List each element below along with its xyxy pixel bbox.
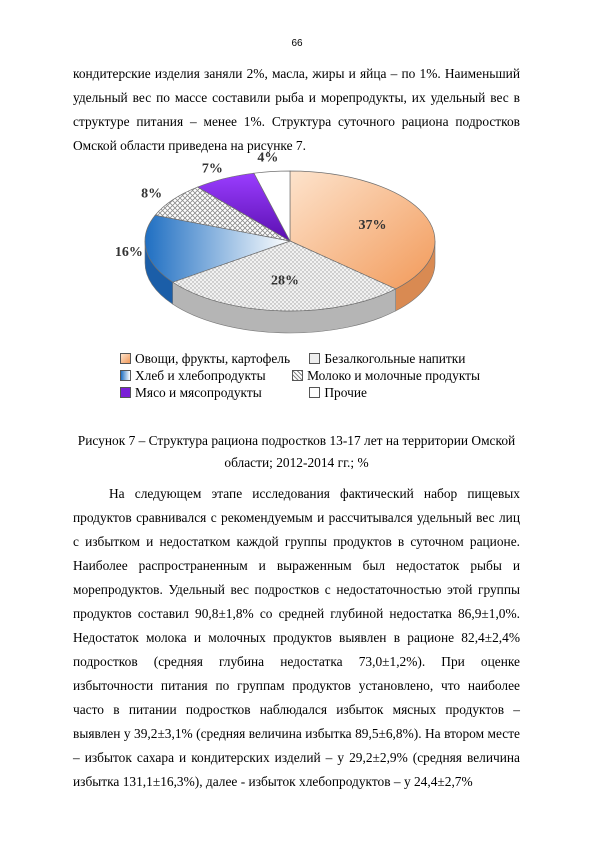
legend-swatch-icon bbox=[309, 353, 320, 364]
paragraph-intro: кондитерские изделия заняли 2%, масла, жиры и яйца – по 1%. Наименьший удельный вес по массе составили рыба и морепродукты, их удельный вес в структуре питания – менее 1%. Структура суточного рациона подростков Омской области приведена на рисунке 7. bbox=[73, 66, 520, 153]
legend-swatch-icon bbox=[120, 387, 131, 398]
pie-chart bbox=[110, 150, 450, 338]
legend-swatch-icon bbox=[120, 370, 131, 381]
legend-label: Прочие bbox=[324, 385, 367, 400]
legend-item-bread bbox=[120, 367, 292, 384]
legend-swatch-icon bbox=[120, 353, 131, 364]
legend-item-drinks bbox=[309, 350, 480, 367]
legend-swatch-icon bbox=[309, 387, 320, 398]
figure-caption: Рисунок 7 – Структура рациона подростков 13-17 лет на территории Омской области; 2012-2014 гг.; % bbox=[77, 433, 516, 470]
chart-legend bbox=[120, 350, 480, 401]
legend-label: Хлеб и хлебопродукты bbox=[135, 368, 266, 383]
legend-item-meat bbox=[120, 384, 309, 401]
pie-data-label: 37% bbox=[358, 217, 387, 233]
legend-item-other bbox=[309, 384, 480, 401]
pie-chart-svg bbox=[110, 150, 450, 338]
legend-item-vegetables bbox=[120, 350, 309, 367]
legend-label: Безалкогольные напитки bbox=[324, 351, 466, 366]
pie-data-label: 7% bbox=[201, 161, 223, 177]
page-number: 66 bbox=[291, 38, 303, 49]
pie-data-label: 8% bbox=[141, 186, 163, 202]
legend-label: Мясо и мясопродукты bbox=[135, 385, 262, 400]
legend-swatch-icon bbox=[292, 370, 303, 381]
pie-data-label: 28% bbox=[270, 273, 299, 289]
pie-data-label: 4% bbox=[257, 150, 279, 166]
pie-data-label: 16% bbox=[114, 244, 143, 260]
legend-item-dairy bbox=[292, 367, 480, 384]
legend-label: Молоко и молочные продукты bbox=[307, 368, 480, 383]
paragraph-findings: На следующем этапе исследования фактический набор пищевых продуктов сравнивался с рекомендуемым и рассчитывался удельный вес лиц с избытком и недостатком каждой группы продуктов в суточном рационе. Наиболее распространенным и выраженным был недостаток рыбы и морепродуктов. Удельный вес подростков с недостаточностью этой группы продуктов составил 90,8±1,8% со средней глубиной недостатка 86,9±1,0%. Недостаток молока и молочных продуктов выявлен в рационе 82,4±2,4% подростков (средняя глубина недостатка 73,0±1,2%). При оценке избыточности питания по группам продуктов установлено, что наиболее часто в питании подростков наблюдался избыток мясных продуктов – выявлен у 39,2±3,1% (средняя величина избытка 89,5±6,8%). На втором месте – избыток сахара и кондитерских изделий – у 29,2±2,9% (средняя величина избытка 131,1±16,3%), далее - избыток хлебопродуктов – у 24,4±2,7% bbox=[73, 486, 520, 789]
legend-label: Овощи, фрукты, картофель bbox=[135, 351, 291, 366]
